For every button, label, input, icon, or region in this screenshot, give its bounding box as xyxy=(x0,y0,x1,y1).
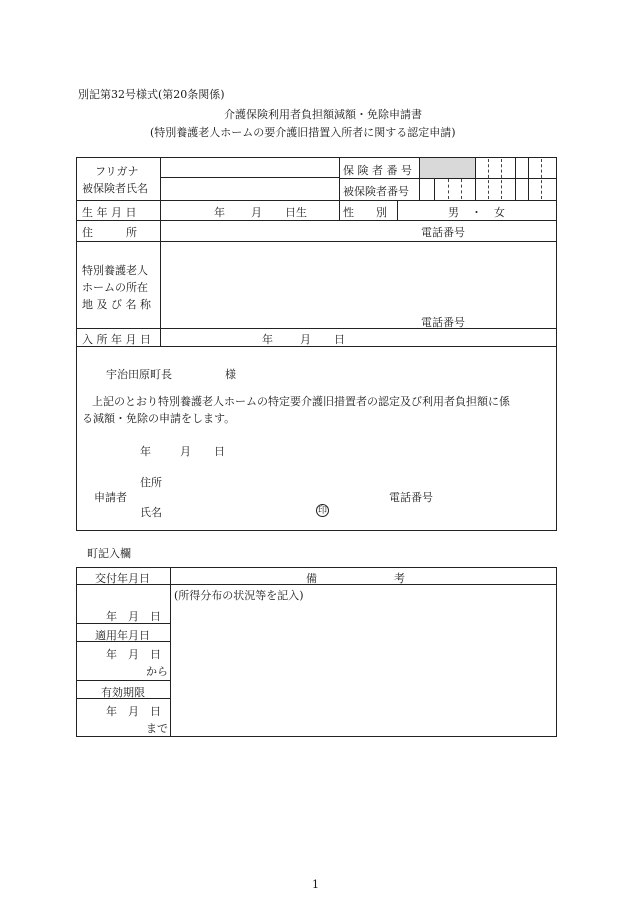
remarks-note: (所得分布の状況等を記入) xyxy=(174,589,304,602)
issue-date-ymd: 年 月 日 xyxy=(106,610,161,623)
honorific: 様 xyxy=(225,368,236,381)
from-label: から xyxy=(146,665,168,678)
apply-date-label: 適用年月日 xyxy=(95,629,150,642)
application-day: 日 xyxy=(214,445,225,458)
furigana-label: フリガナ xyxy=(95,165,139,178)
application-month: 月 xyxy=(180,445,191,458)
seal-icon: 印 xyxy=(317,506,327,516)
sex-female[interactable]: 女 xyxy=(494,206,505,219)
facility-label-line2: ホームの所在 xyxy=(82,281,148,294)
birthdate-year: 年 xyxy=(214,206,225,219)
remarks-label: 備 考 xyxy=(306,572,405,585)
form-number: 別記第32号様式(第20条関係) xyxy=(78,88,225,101)
sex-label: 性 別 xyxy=(343,206,387,219)
until-label: まで xyxy=(146,722,168,735)
applicant-name-label: 氏名 xyxy=(140,506,162,519)
valid-until-ymd: 年 月 日 xyxy=(106,705,161,718)
valid-until-label: 有効期限 xyxy=(101,686,145,699)
application-body-line1: 上記のとおり特別養護老人ホームの特定要介護旧措置者の認定及び利用者負担額に係 xyxy=(92,395,510,408)
page-number: 1 xyxy=(312,878,319,891)
birthdate-label: 生 年 月 日 xyxy=(82,206,137,219)
birthdate-day: 日生 xyxy=(285,206,307,219)
applicant-phone-label: 電話番号 xyxy=(389,491,433,504)
issue-date-label: 交付年月日 xyxy=(95,572,150,585)
applicant-address-label: 住所 xyxy=(140,476,162,489)
form-subtitle: (特別養護老人ホームの要介護旧措置入所者に関する認定申請) xyxy=(150,126,456,139)
admission-date-label: 入 所 年 月 日 xyxy=(82,333,151,346)
address-label: 住 所 xyxy=(82,226,137,239)
sex-separator: ・ xyxy=(471,206,482,219)
sex-male[interactable]: 男 xyxy=(448,206,459,219)
apply-date-ymd: 年 月 日 xyxy=(106,648,161,661)
facility-phone-label: 電話番号 xyxy=(421,316,465,329)
admission-year: 年 xyxy=(262,333,273,346)
facility-label-line3: 地 及 び 名 称 xyxy=(82,298,151,311)
admission-day: 日 xyxy=(334,333,345,346)
addressee: 宇治田原町長 xyxy=(106,368,172,381)
town-section-label: 町記入欄 xyxy=(87,547,131,560)
birthdate-month: 月 xyxy=(251,206,262,219)
form-title: 介護保険利用者負担額減額・免除申請書 xyxy=(224,108,422,121)
application-year: 年 xyxy=(140,445,151,458)
applicant-label: 申請者 xyxy=(94,491,127,504)
insurer-number-label: 保 険 者 番 号 xyxy=(343,164,412,177)
insured-name-label: 被保険者氏名 xyxy=(82,182,148,195)
insured-number-label: 被保険者番号 xyxy=(343,185,409,198)
facility-label-line1: 特別養護老人 xyxy=(82,264,148,277)
address-phone-label: 電話番号 xyxy=(421,226,465,239)
application-body-line2: る減額・免除の申請をします。 xyxy=(82,412,236,425)
admission-month: 月 xyxy=(300,333,311,346)
